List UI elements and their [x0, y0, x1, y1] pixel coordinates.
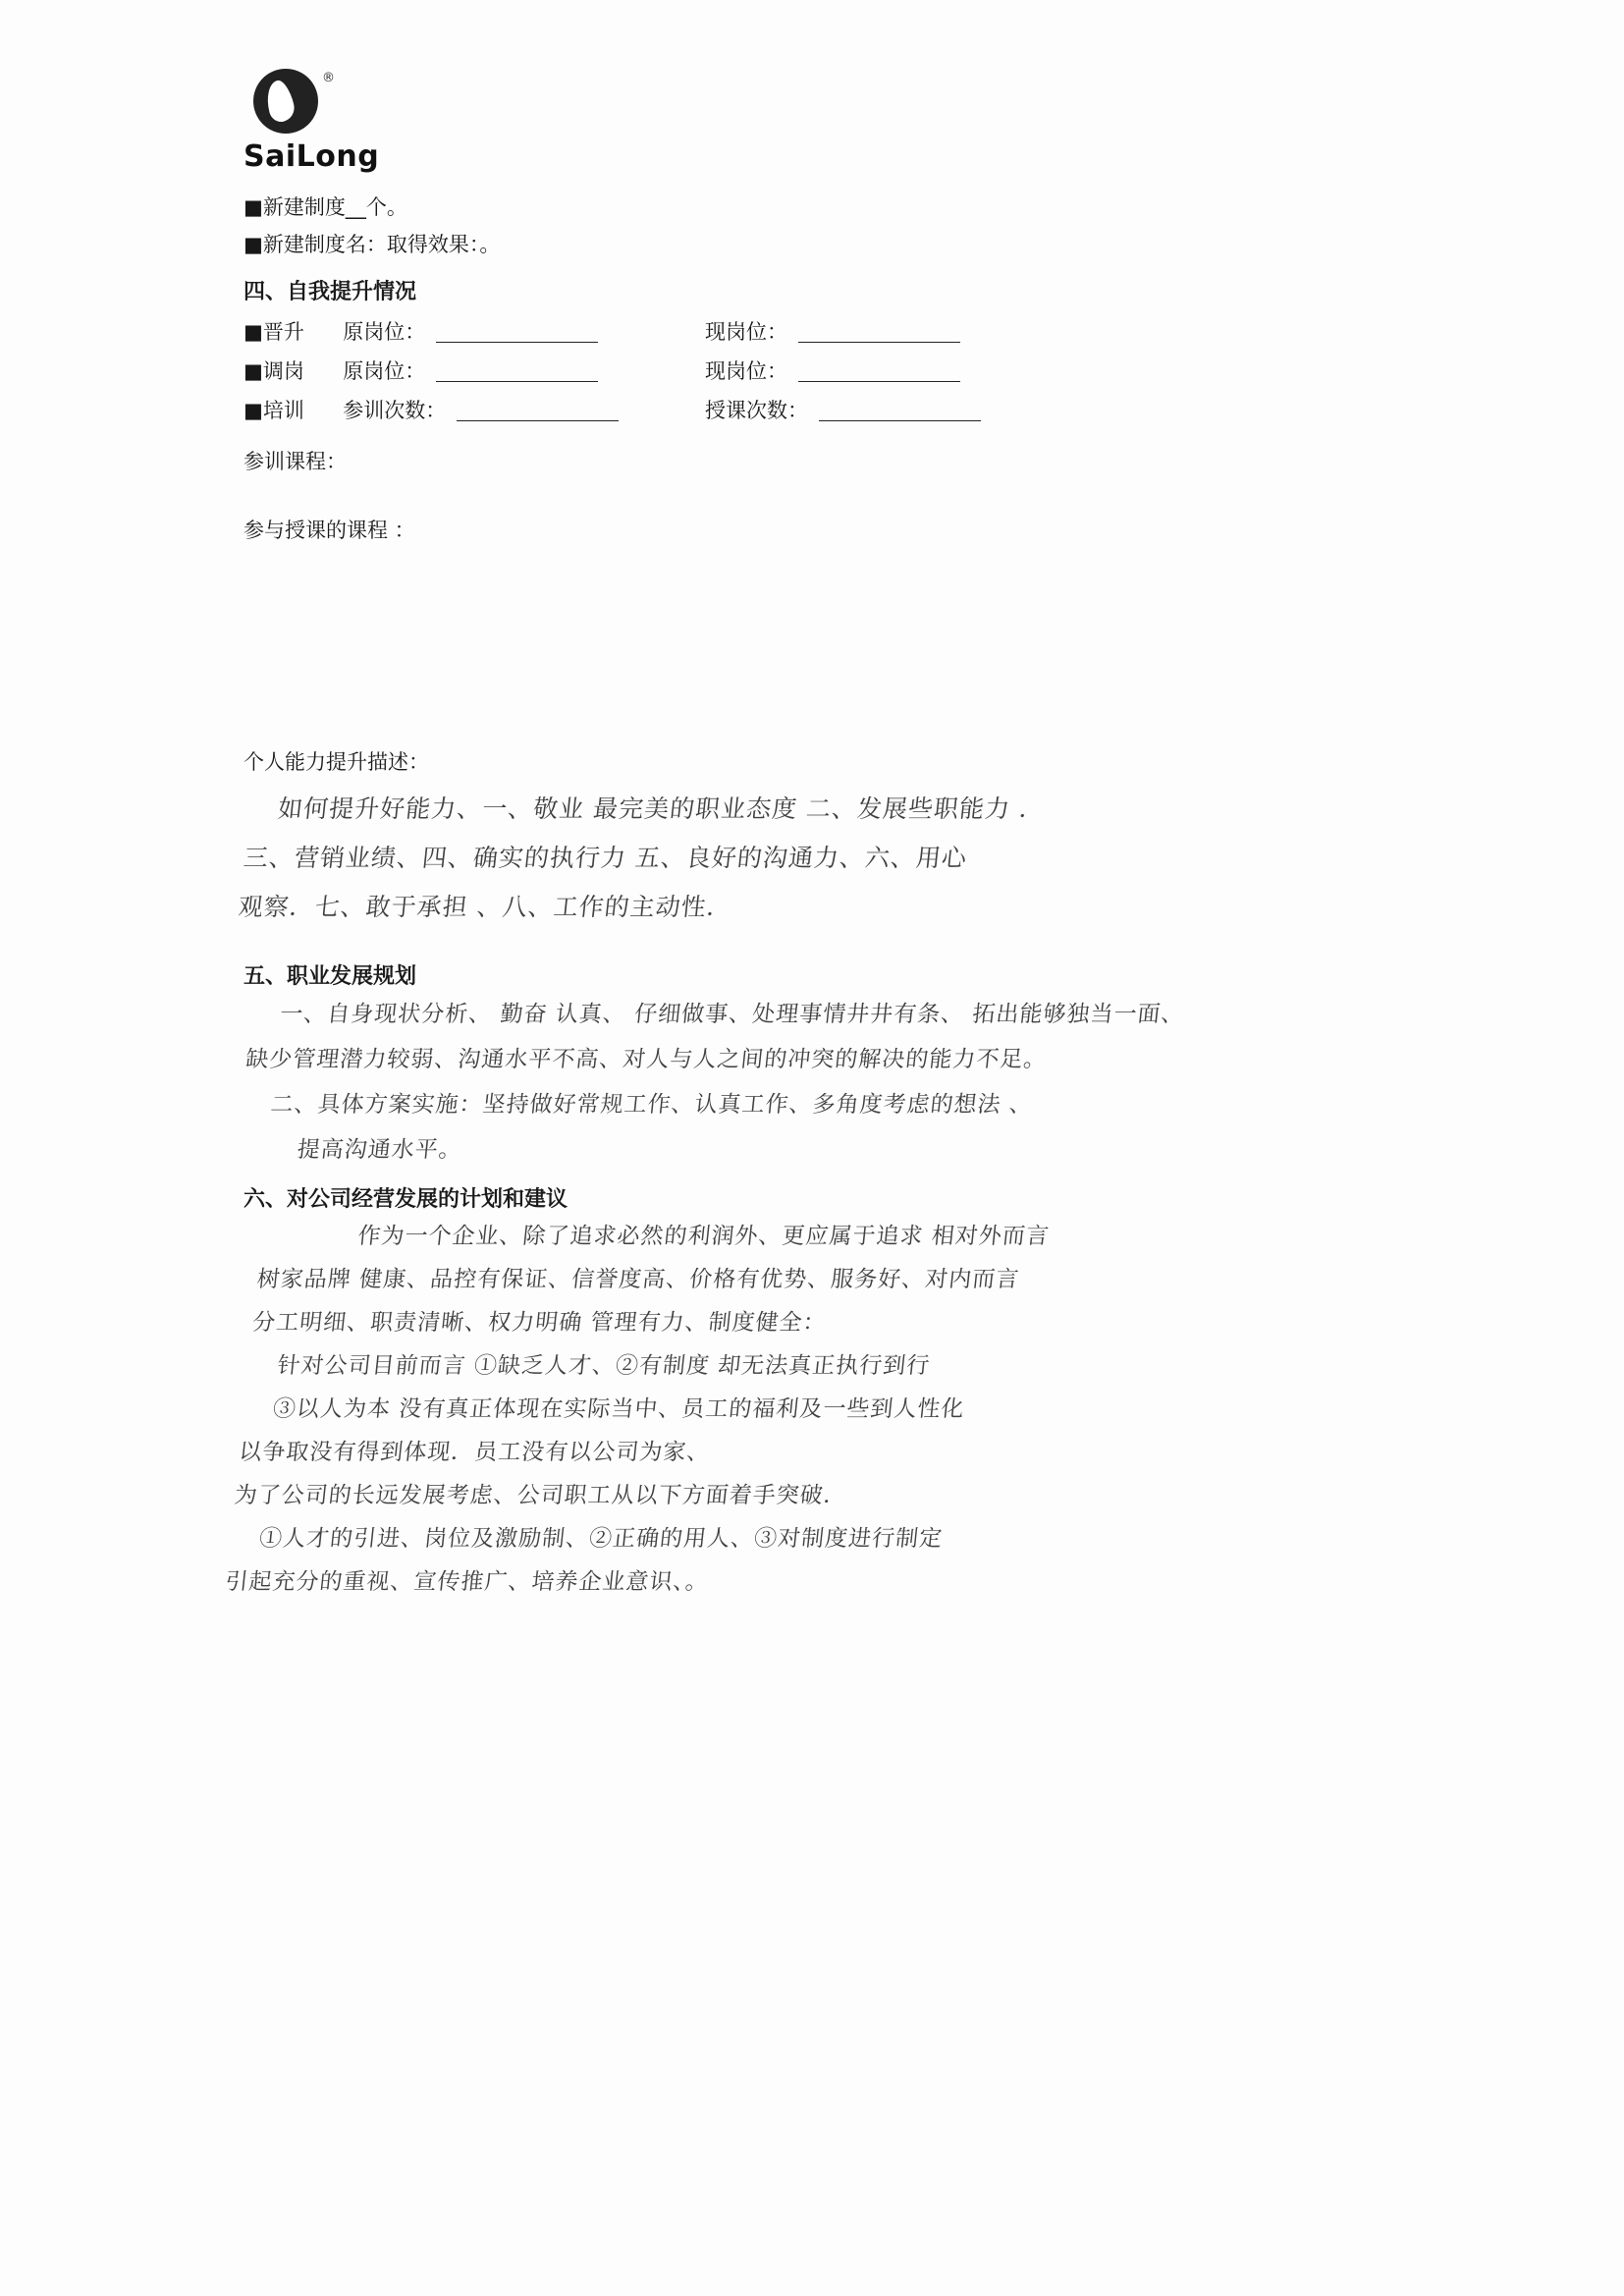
- teaching-count-input[interactable]: [819, 419, 981, 421]
- promotion-row: [244, 315, 1549, 349]
- training-count-input[interactable]: [457, 419, 619, 421]
- handwritten-line: 分工明细、职责清晰、权力明确 管理有力、制度健全：: [250, 1310, 828, 1336]
- handwritten-line: 二、具体方案实施：坚持做好常规工作、认真工作、多角度考虑的想法 、: [269, 1092, 1035, 1118]
- section-6-handwritten-answer: [223, 1215, 1570, 1604]
- top-items: [244, 191, 1549, 261]
- handwritten-line: 引起充分的重视、宣传推广、培养企业意识、。: [224, 1569, 711, 1595]
- handwritten-line: 为了公司的长远发展考虑、公司职工从以下方面着手突破．: [233, 1483, 849, 1508]
- handwritten-line: 缺少管理潜力较弱、沟通水平不高、对人与人之间的冲突的解决的能力不足。: [244, 1047, 1049, 1072]
- sailong-logo-icon: [253, 69, 318, 134]
- transfer-new-post-label: 现岗位：: [705, 359, 787, 383]
- new-system-count-line: ■新建制度__个。: [244, 195, 407, 219]
- brand-name: SaiLong: [244, 139, 380, 174]
- ability-improvement-label: 个人能力提升描述：: [244, 750, 429, 774]
- ability-handwritten-answer: [236, 785, 1557, 932]
- promotion-new-post-label: 现岗位：: [705, 320, 787, 344]
- training-label: ■培训: [244, 399, 304, 422]
- training-row: [244, 394, 1549, 427]
- company-logo: [244, 69, 430, 177]
- transfer-label: ■调岗: [244, 359, 304, 383]
- promotion-new-post-input[interactable]: [798, 341, 960, 343]
- training-courses-label: 参训课程：: [244, 450, 347, 473]
- document-content: [224, 69, 1549, 1604]
- section-4-fields: [244, 315, 1549, 779]
- handwritten-line: 三、营销业绩、四、确实的执行力 五、良好的沟通力、六、用心: [242, 844, 969, 872]
- transfer-old-post-input[interactable]: [436, 380, 598, 382]
- handwritten-line: 提高沟通水平。: [296, 1137, 464, 1163]
- teaching-count-label: 授课次数：: [705, 399, 808, 422]
- transfer-new-post-input[interactable]: [798, 380, 960, 382]
- section-5-title: 五、职业发展规划: [244, 964, 417, 989]
- handwritten-line: 如何提升好能力、一、敬业 最完美的职业态度 二、发展些职能力 ．: [276, 794, 1047, 823]
- section-4-title: 四、自我提升情况: [244, 280, 417, 304]
- training-count-label: 参训次数：: [343, 399, 447, 422]
- promotion-old-post-input[interactable]: [436, 341, 598, 343]
- handwritten-line: 一、自身现状分析、 勤奋 认真、 仔细做事、处理事情井井有条、 拓出能够独当一面、: [278, 1002, 1186, 1027]
- transfer-row: [244, 355, 1549, 388]
- handwritten-line: 观察．七、敢于承担 、八、工作的主动性．: [237, 893, 734, 921]
- promotion-label: ■晋升: [244, 320, 304, 344]
- registered-trademark-icon: ®: [322, 71, 335, 85]
- handwritten-line: 针对公司目前而言 ①缺乏人才、②有制度 却无法真正执行到行: [276, 1353, 932, 1379]
- handwritten-line: ③以人为本 没有真正体现在实际当中、员工的福利及一些到人性化: [271, 1396, 966, 1422]
- transfer-old-post-label: 原岗位：: [343, 359, 426, 383]
- section-6-title: 六、对公司经营发展的计划和建议: [244, 1187, 568, 1212]
- handwritten-line: 作为一个企业、除了追求必然的利润外、更应属于追求 相对外而言: [356, 1224, 1052, 1249]
- handwritten-line: ①人才的引进、岗位及激励制、②正确的用人、③对制度进行制定: [257, 1526, 945, 1552]
- promotion-old-post-label: 原岗位：: [343, 320, 426, 344]
- handwritten-line: 以争取没有得到体现．员工没有以公司为家、: [238, 1440, 712, 1465]
- new-system-name-line: ■新建制度名：取得效果：。: [244, 233, 501, 256]
- section-5-handwritten-answer: [234, 992, 1558, 1173]
- handwritten-line: 树家品牌 健康、品控有保证、信誉度高、价格有优势、服务好、对内而言: [255, 1267, 1021, 1292]
- taught-courses-label: 参与授课的课程 ：: [244, 519, 415, 542]
